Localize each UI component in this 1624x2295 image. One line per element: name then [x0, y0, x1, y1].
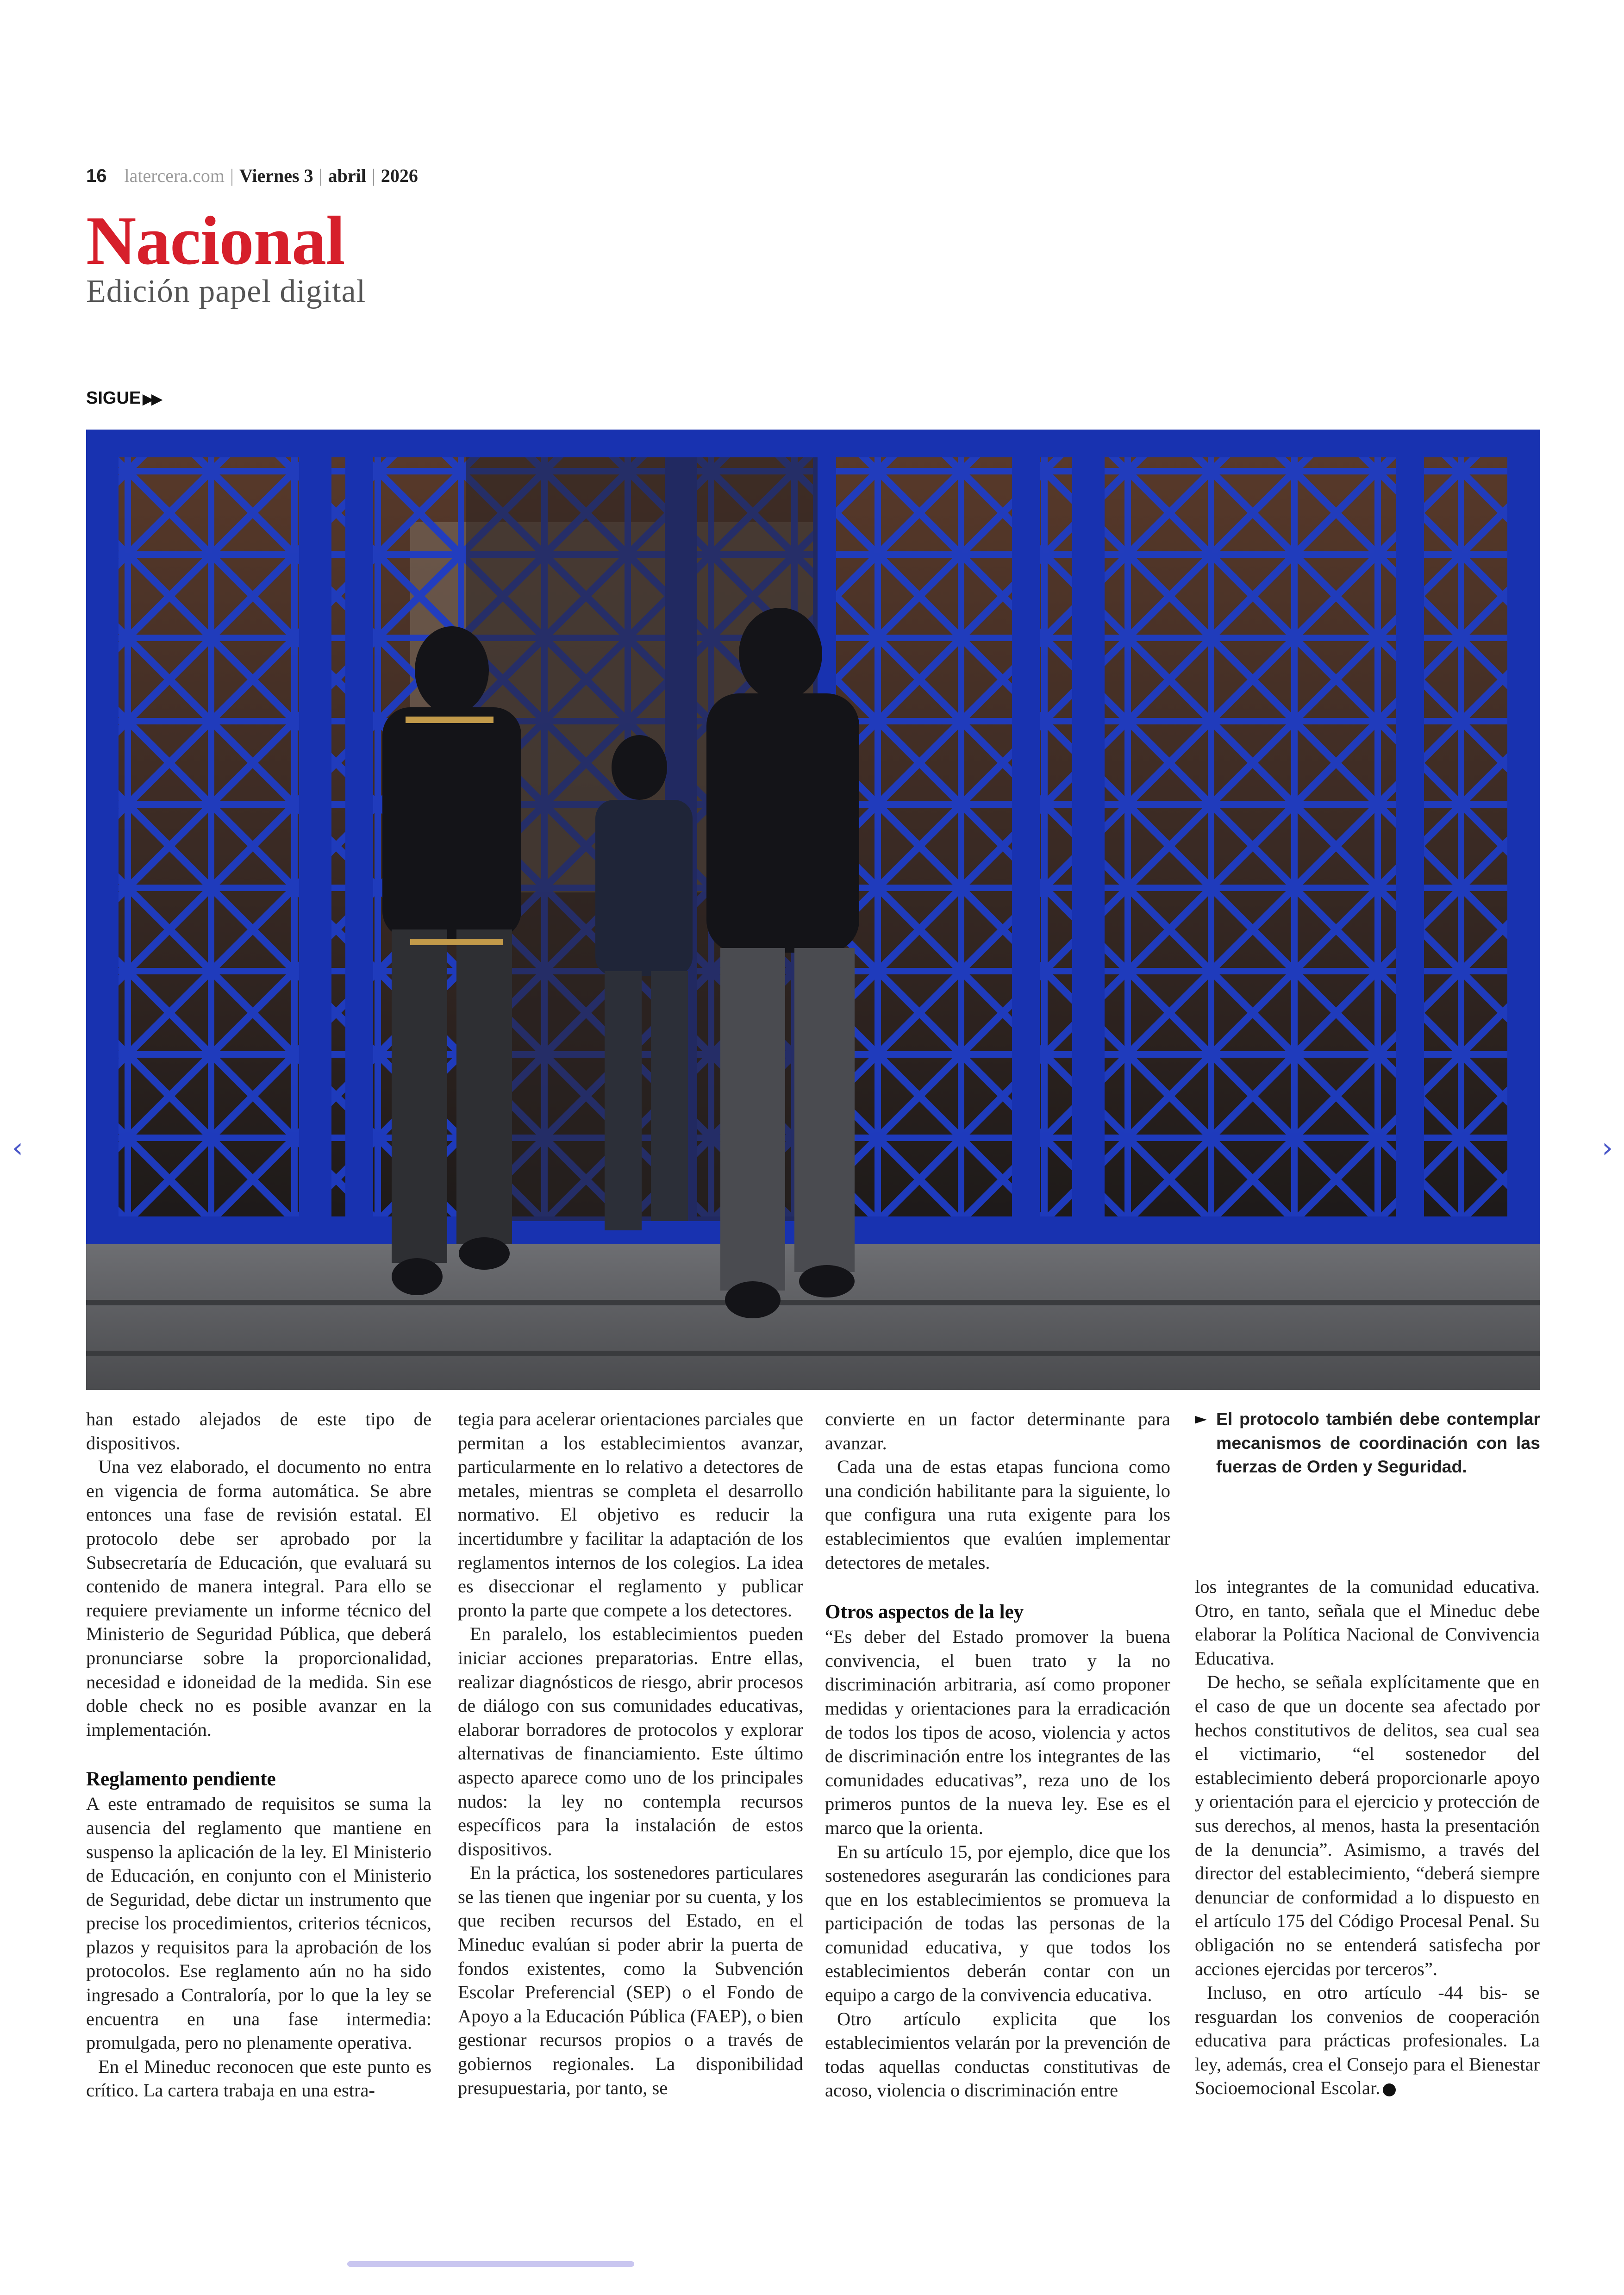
- photo-caption: El protocolo también debe contemplar mecanismos de coordinación con las fuerzas de Orden y Seguridad.: [1216, 1409, 1540, 1477]
- sigue-text: SIGUE: [86, 388, 141, 408]
- chevron-right-icon[interactable]: ›: [1602, 1132, 1613, 1164]
- paragraph: los integrantes de la comunidad educativa. Otro, en tanto, señala que el Mineduc debe elaborar la Política Nacional de Convivencia Educativa.: [1195, 1576, 1540, 1669]
- paragraph: tegia para acelerar orientaciones parciales que permitan a los establecimientos avanzar, particularmente en lo relativo a detectores de metales, mientras se completa el desarrollo normativo. El objetivo es reducir la incertidumbre y facilitar la adaptación de los reglamentos internos de los colegios. La idea es diseccionar el reglamento y publicar pronto la parte que compete a los detectores.: [458, 1409, 803, 1621]
- continues-label: [86, 387, 160, 411]
- page-number: 16: [86, 166, 107, 186]
- date-year: 2026: [381, 165, 418, 186]
- date-day: Viernes 3: [239, 165, 313, 186]
- article-column-3: [825, 1407, 1170, 2102]
- article-column-4: [1195, 1575, 1540, 2100]
- subheading-otros-aspectos: Otros aspectos de la ley: [825, 1601, 1024, 1623]
- school-gate-photo-illustration: [86, 430, 1540, 1390]
- article-photo: [86, 430, 1540, 1390]
- page-scroll-indicator[interactable]: [347, 2261, 634, 2267]
- paragraph: De hecho, se señala explícitamente que en el caso de que un docente sea afectado por hechos constitutivos de delitos, sea cual sea el victimario, “el sostenedor del establecimiento deberá proporcionarle apoyo y orientación para el ejercicio y protección de sus derechos, al menos, hasta la presentación de la denuncia”. Asimismo, a través del director del establecimiento, “deberá siempre denunciar de conformidad a lo dispuesto en el artículo 175 del Código Procesal Penal. Su obligación no se entenderá satisfecha por acciones ejercidas por terceros”.: [1195, 1671, 1540, 1979]
- site-name[interactable]: latercera.com: [124, 165, 225, 186]
- article-column-1: [86, 1407, 431, 2102]
- paragraph: A este entramado de requisitos se suma la ausencia del reglamento que mantiene en suspenso la aplicación de la ley. El Ministerio de Educación, en conjunto con el Ministerio de Seguridad, debe dictar un instrumento que precise los procedimientos, criterios técnicos, plazos y requisitos para la aprobación de los protocolos. Ese reglamento aún no ha sido ingresado a Contraloría, por lo que la ley se encuentra en una fase intermedia: promulgada, pero no plenamente operativa.: [86, 1793, 431, 2053]
- section-title: Nacional: [86, 202, 345, 279]
- paragraph: “Es deber del Estado promover la buena convivencia, el buen trato y la no discriminación arbitraria, así como proponer medidas y orientaciones para la erradicación de todos los tipos de acoso, violencia y actos de discriminación entre los integrantes de las comunidades educativas”, reza uno de los primeros puntos de la nueva ley. Ese es el marco que la orienta.: [825, 1626, 1170, 1838]
- paragraph: En paralelo, los establecimientos pueden iniciar acciones preparatorias. Entre ellas, realizar diagnósticos de riesgo, abrir procesos de diálogo con sus comunidades educativas, elaborar borradores de protocolos y explorar alternativas de financiamiento. Este último aspecto aparece como uno de los principales nudos: la ley no contempla recursos específicos para la instalación de estos dispositivos.: [458, 1623, 803, 1859]
- paragraph: Cada una de estas etapas funciona como una condición habilitante para la siguiente, lo que configura una ruta exigente para los establecimientos que evalúen implementar detectores de metales.: [825, 1456, 1170, 1573]
- paragraph: han estado alejados de este tipo de dispositivos.: [86, 1409, 431, 1453]
- chevron-left-icon[interactable]: ‹: [12, 1132, 23, 1164]
- paragraph: En la práctica, los sostenedores particulares se las tienen que ingeniar por su cuenta, y los que reciben recursos del Estado, en el Mineduc evalúan si poder abrir la puerta de fondos existentes, como la Subvención Escolar Preferencial (SEP) o el Fondo de Apoyo a la Educación Pública (FAEP), o bien gestionar recursos propios o a través de gobiernos regionales. La disponibilidad presupuestaria, por tanto, se: [458, 1862, 803, 2098]
- subheading-reglamento: Reglamento pendiente: [86, 1768, 276, 1790]
- paragraph: Otro artículo explicita que los establecimientos velarán por la prevención de todas aquellas conductas constitutivas de acoso, violencia o discriminación entre: [825, 2008, 1170, 2101]
- paragraph: convierte en un factor determinante para avanzar.: [825, 1409, 1170, 1453]
- date-month: abril: [328, 165, 366, 186]
- paragraph: En el Mineduc reconocen que este punto es crítico. La cartera trabaja en una estra-: [86, 2056, 431, 2101]
- section-subtitle: Edición papel digital: [86, 274, 366, 309]
- end-mark-icon: [1383, 2083, 1396, 2096]
- caption-arrow-icon: ►: [1195, 1409, 1207, 1428]
- page-header: 16 latercera.com | Viernes 3 | abril | 2026: [86, 165, 418, 186]
- double-arrow-icon: ▶▶: [143, 392, 161, 407]
- paragraph-text: Incluso, en otro artículo -44 bis- se resguardan los convenios de cooperación educativa para prácticas profesionales. La ley, además, crea el Consejo para el Bienestar Socioemocional Escolar.: [1195, 1982, 1540, 2099]
- article-column-2: [458, 1407, 803, 2100]
- final-paragraph: [1195, 1981, 1540, 2100]
- paragraph: En su artículo 15, por ejemplo, dice que los sostenedores asegurarán las condiciones para que en los establecimientos se promueva la participación de todas las personas de la comunidad educativa, y que todos los establecimientos deberán contar con un equipo a cargo de la convivencia educativa.: [825, 1841, 1170, 2006]
- paragraph: Una vez elaborado, el documento no entra en vigencia de forma automática. Se abre entonces una fase de revisión estatal. El protocolo debe ser aprobado por la Subsecretaría de Educación, que evaluará su contenido de manera integral. Para ello se requiere previamente un informe técnico del Ministerio de Seguridad Pública, que deberá pronunciarse sobre la proporcionalidad, necesidad e idoneidad de la medida. Sin ese doble check no es posible avanzar en la implementación.: [86, 1456, 431, 1740]
